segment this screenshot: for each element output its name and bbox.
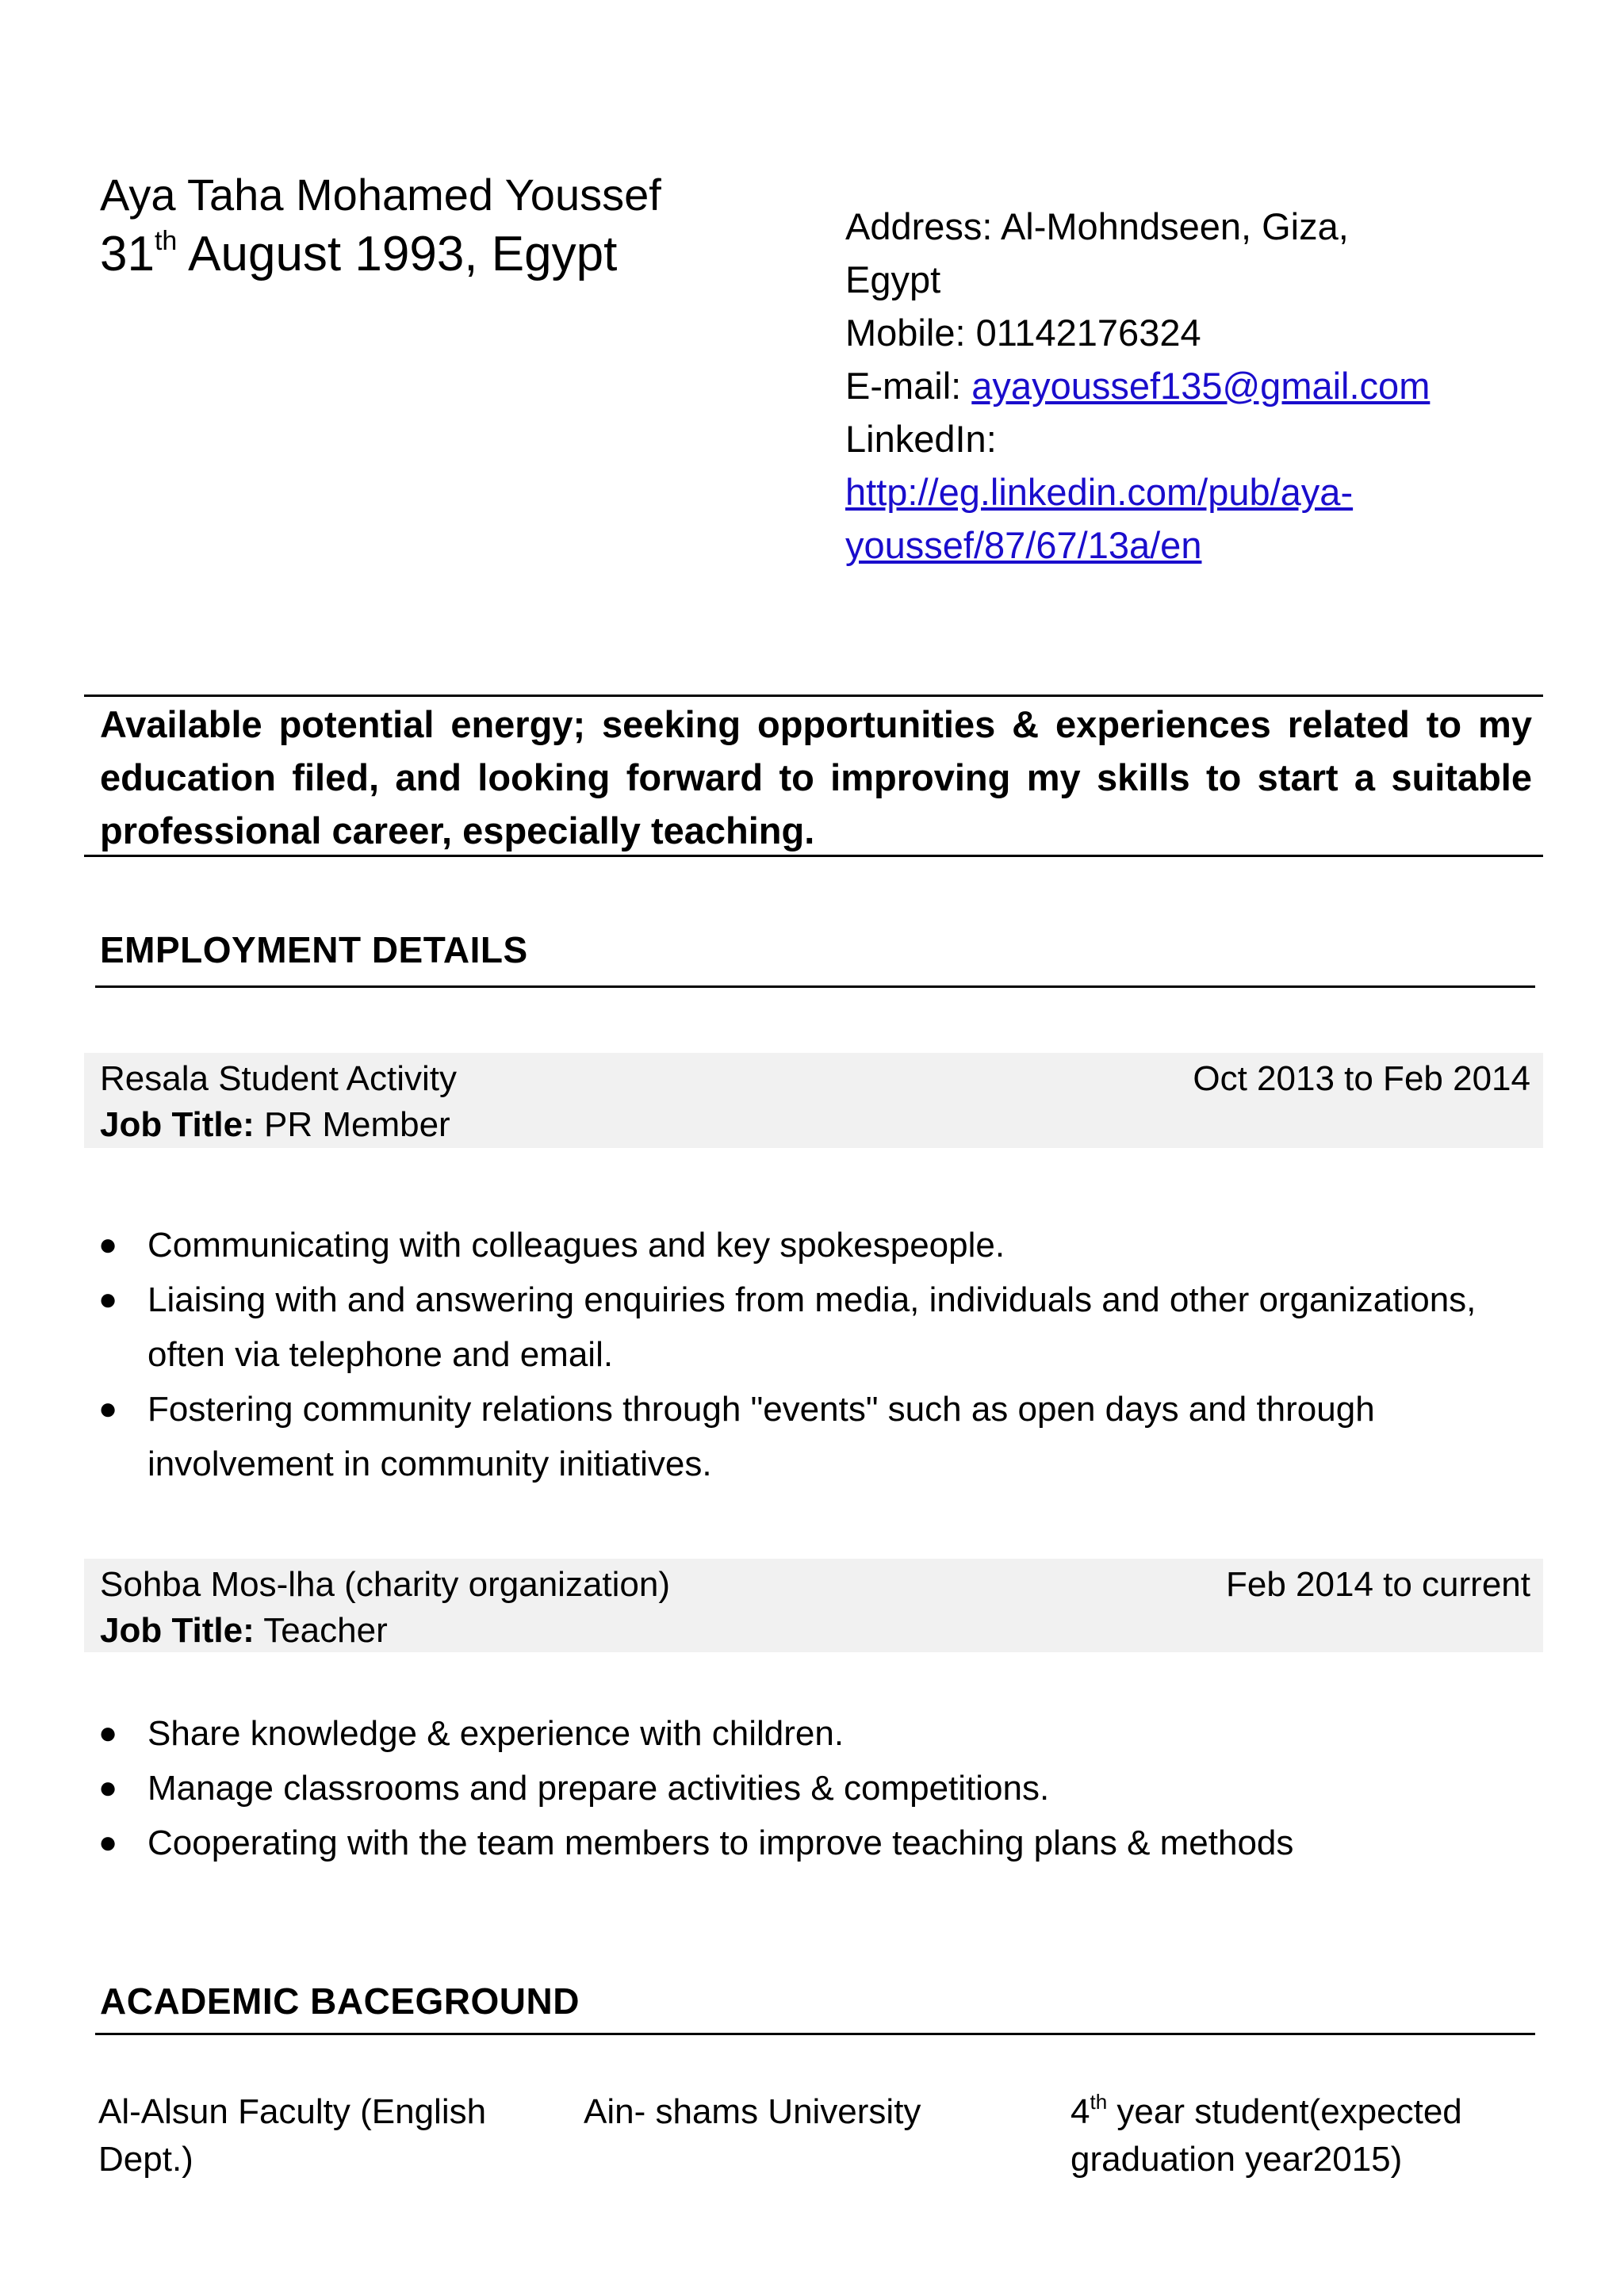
job-duties-2 [95,1706,1522,1870]
study-year [1071,2088,1515,2183]
bullet-icon: ● [98,1770,118,1805]
dob-rest: August 1993, Egypt [177,227,618,281]
academic-heading: ACADEMIC BACEGROUND [100,1980,580,2022]
list-item [95,1706,1522,1761]
job-title [100,1608,388,1654]
list-item [95,1761,1522,1816]
linkedin-link[interactable] [845,465,1496,519]
contact-block [845,200,1496,572]
faculty: Al-Alsun Faculty (English Dept.) [98,2092,487,2179]
duty-text: Communicating with colleagues and key spokespeople. [147,1226,1005,1265]
duty-text: Cooperating with the team members to improve teaching plans & methods [147,1823,1294,1862]
dob-suffix: th [154,226,178,256]
employment-rule [95,985,1535,988]
employment-heading: EMPLOYMENT DETAILS [100,929,528,970]
year-suffix: th [1090,2090,1108,2114]
candidate-name: Aya Taha Mohamed Youssef [100,170,661,220]
job-title-value: PR Member [254,1105,450,1144]
mobile-line: Mobile: 01142176324 [845,312,1201,354]
duty-text: Liaising with and answering enquiries from media, individuals and other organizations, often via telephone and email. [147,1280,1477,1374]
university: Ain- shams University [584,2092,921,2131]
year-text: year student(expected graduation year2015) [1071,2092,1462,2179]
year-number: 4 [1071,2092,1090,2131]
objective-bottom-rule [84,855,1543,857]
job-header-2 [84,1559,1543,1652]
job-title-label: Job Title: [100,1611,255,1650]
bullet-icon: ● [98,1227,118,1262]
email-label: E-mail: [845,365,972,407]
linkedin-link-line2[interactable]: youssef/87/67/13a/en [845,524,1202,566]
list-item [95,1382,1522,1491]
duty-text: Fostering community relations through "events" such as open days and through involvement in community initiatives. [147,1390,1375,1483]
dob-day: 31 [100,227,155,281]
birth-date-and-country [100,224,617,285]
academic-rule [95,2033,1535,2035]
job-title-value: Teacher [254,1611,388,1650]
email-link[interactable]: ayayoussef135@gmail.com [971,365,1431,407]
duty-text: Share knowledge & experience with children. [147,1714,845,1753]
job-dates: Feb 2014 to current [1225,1565,1530,1604]
job-title [100,1102,450,1148]
job-header-1 [84,1053,1543,1148]
objective-top-rule [84,695,1543,697]
job-organization: Sohba Mos-lha (charity organization) [100,1565,671,1604]
duty-text: Manage classrooms and prepare activities & competitions. [147,1769,1050,1808]
job-dates: Oct 2013 to Feb 2014 [1193,1059,1530,1098]
address-continued: Egypt [845,258,941,300]
job-organization: Resala Student Activity [100,1059,458,1098]
bullet-icon: ● [98,1282,118,1317]
bullet-icon: ● [98,1391,118,1426]
bullet-icon: ● [98,1716,118,1751]
list-item [95,1272,1522,1382]
linkedin-label: LinkedIn: [845,418,997,460]
job-title-label: Job Title: [100,1105,255,1144]
list-item [95,1218,1522,1272]
email-line [845,359,1496,412]
linkedin-link-line1[interactable]: http://eg.linkedin.com/pub/aya- [845,471,1354,513]
list-item [95,1816,1522,1870]
bullet-icon: ● [98,1825,118,1860]
address-line: Address: Al-Mohndseen, Giza, [845,205,1349,247]
job-duties-1 [95,1218,1522,1491]
objective-statement: Available potential energy; seeking opportunities & experiences related to my education filed, and looking forward to improving my skills to start a suitable professional career, especially teaching. [100,703,1532,851]
